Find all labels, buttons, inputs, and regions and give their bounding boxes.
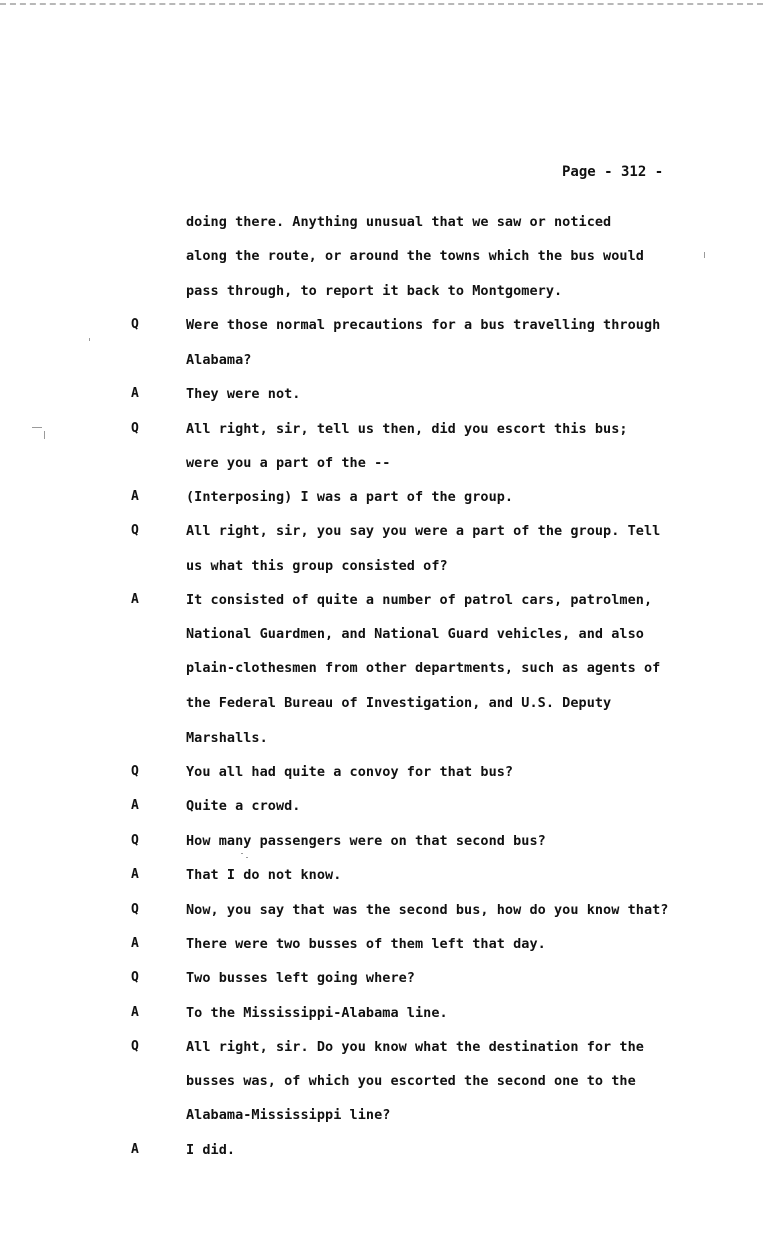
transcript-line (0, 1107, 763, 1125)
line-text: All right, sir, you say you were a part of the group. Tell (186, 523, 661, 539)
transcript-line (0, 523, 763, 541)
line-text: Were those normal precautions for a bus travelling through (186, 317, 661, 333)
transcript-line (0, 660, 763, 678)
transcript-line (0, 558, 763, 576)
line-text: National Guardmen, and National Guard vehicles, and also (186, 626, 644, 642)
transcript-line (0, 1142, 763, 1160)
line-text: along the route, or around the towns which the bus would (186, 248, 644, 264)
transcript-line (0, 902, 763, 920)
speaker-marker: A (131, 867, 139, 882)
transcript-line (0, 764, 763, 782)
line-text: They were not. (186, 386, 301, 402)
scan-speck (44, 431, 45, 439)
transcript-line (0, 626, 763, 644)
line-text: busses was, of which you escorted the second one to the (186, 1073, 636, 1089)
scan-speck (89, 338, 90, 341)
line-text: It consisted of quite a number of patrol cars, patrolmen, (186, 592, 653, 608)
transcript-line (0, 248, 763, 266)
line-text: To the Mississippi-Alabama line. (186, 1005, 448, 1021)
scan-speck (246, 857, 248, 858)
line-text: (Interposing) I was a part of the group. (186, 489, 514, 505)
transcript-line (0, 867, 763, 885)
line-text: doing there. Anything unusual that we saw or noticed (186, 214, 612, 230)
speaker-marker: Q (131, 902, 139, 917)
transcript-line (0, 592, 763, 610)
transcript-line (0, 936, 763, 954)
speaker-marker: Q (131, 970, 139, 985)
line-text: plain-clothesmen from other departments, such as agents of (186, 660, 661, 676)
line-text: How many passengers were on that second bus? (186, 833, 546, 849)
speaker-marker: Q (131, 764, 139, 779)
transcript-line (0, 455, 763, 473)
line-text: Now, you say that was the second bus, how do you know that? (186, 902, 669, 918)
transcript-line (0, 1073, 763, 1091)
transcript-line (0, 833, 763, 851)
speaker-marker: Q (131, 421, 139, 436)
speaker-marker: Q (131, 523, 139, 538)
line-text: Marshalls. (186, 730, 268, 746)
transcript-line (0, 317, 763, 335)
speaker-marker: A (131, 489, 139, 504)
line-text: Two busses left going where? (186, 970, 415, 986)
speaker-marker: A (131, 798, 139, 813)
line-text: pass through, to report it back to Montgomery. (186, 283, 563, 299)
speaker-marker: Q (131, 317, 139, 332)
line-text: us what this group consisted of? (186, 558, 448, 574)
page-number: Page - 312 - (562, 164, 664, 180)
speaker-marker: A (131, 386, 139, 401)
transcript-line (0, 970, 763, 988)
line-text: All right, sir. Do you know what the destination for the (186, 1039, 644, 1055)
scan-speck (32, 427, 42, 428)
line-text: the Federal Bureau of Investigation, and U.S. Deputy (186, 695, 612, 711)
line-text: Alabama? (186, 352, 252, 368)
speaker-marker: A (131, 592, 139, 607)
transcript-line (0, 695, 763, 713)
line-text: There were two busses of them left that day. (186, 936, 546, 952)
line-text: Quite a crowd. (186, 798, 301, 814)
transcript-line (0, 1039, 763, 1057)
speaker-marker: Q (131, 1039, 139, 1054)
scan-speck (241, 853, 243, 854)
transcript-line (0, 352, 763, 370)
transcript-line (0, 421, 763, 439)
speaker-marker: A (131, 1005, 139, 1020)
transcript-line (0, 283, 763, 301)
line-text: were you a part of the -- (186, 455, 391, 471)
transcript-line (0, 798, 763, 816)
line-text: All right, sir, tell us then, did you escort this bus; (186, 421, 628, 437)
speaker-marker: Q (131, 833, 139, 848)
line-text: Alabama-Mississippi line? (186, 1107, 391, 1123)
transcript-line (0, 730, 763, 748)
transcript-line (0, 214, 763, 232)
line-text: I did. (186, 1142, 236, 1158)
line-text: That I do not know. (186, 867, 342, 883)
speaker-marker: A (131, 936, 139, 951)
transcript-line (0, 386, 763, 404)
scan-speck (704, 252, 705, 258)
line-text: You all had quite a convoy for that bus? (186, 764, 514, 780)
transcript-line (0, 1005, 763, 1023)
speaker-marker: A (131, 1142, 139, 1157)
scan-top-border (0, 3, 763, 5)
transcript-line (0, 489, 763, 507)
